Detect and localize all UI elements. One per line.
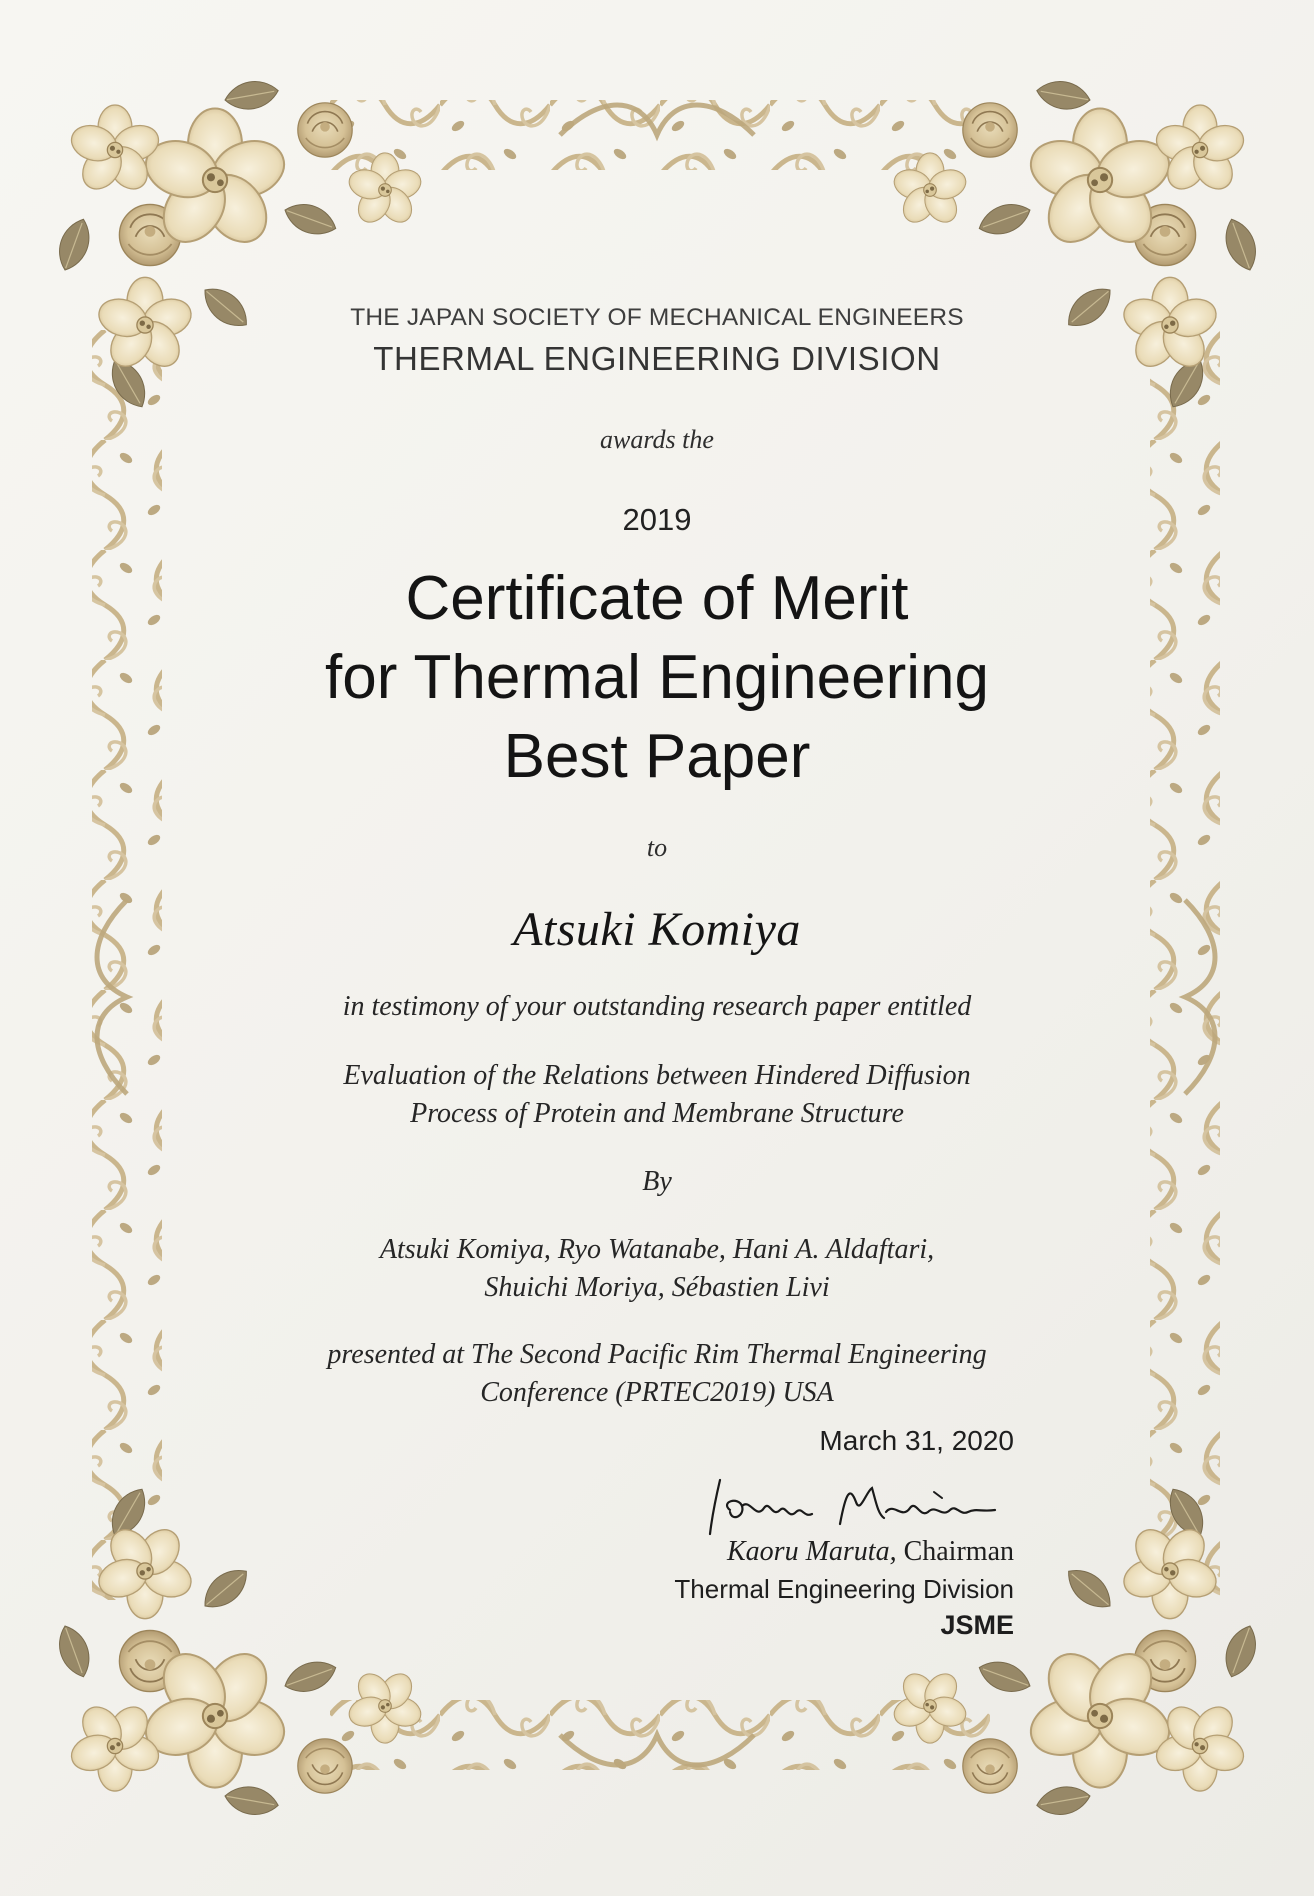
paper-title-line-2: Process of Protein and Membrane Structure <box>410 1098 904 1129</box>
division-name: THERMAL ENGINEERING DIVISION <box>373 340 941 377</box>
recipient-name: Atsuki Komiya <box>513 903 801 956</box>
presented-at-line-1: presented at The Second Pacific Rim Thermal Engineering <box>327 1339 987 1370</box>
award-date: March 31, 2020 <box>819 1425 1014 1456</box>
signer-organization: JSME <box>940 1610 1014 1640</box>
authors-line-2: Shuichi Moriya, Sébastien Livi <box>484 1272 830 1303</box>
presented-at-line-2: Conference (PRTEC2019) USA <box>480 1377 834 1408</box>
signer-name: Kaoru Maruta, <box>727 1536 897 1567</box>
signer-line <box>727 1536 1014 1568</box>
signature-image <box>690 1462 1020 1542</box>
award-year: 2019 <box>622 502 692 537</box>
certificate-title-line-1: Certificate of Merit <box>405 564 909 633</box>
testimony-text: in testimony of your outstanding research paper entitled <box>342 991 972 1022</box>
paper-title-line-1: Evaluation of the Relations between Hindered Diffusion <box>343 1060 971 1091</box>
certificate-title-line-3: Best Paper <box>503 722 811 791</box>
signer-title: Chairman <box>896 1536 1014 1567</box>
to-text: to <box>646 833 668 862</box>
society-name: THE JAPAN SOCIETY OF MECHANICAL ENGINEERS <box>350 304 964 331</box>
awards-the-text: awards the <box>600 425 714 454</box>
signer-division: Thermal Engineering Division <box>674 1574 1014 1604</box>
authors-line-1: Atsuki Komiya, Ryo Watanabe, Hani A. Aldaftari, <box>379 1234 935 1265</box>
by-text: By <box>642 1166 672 1197</box>
certificate-title-line-2: for Thermal Engineering <box>325 643 989 712</box>
